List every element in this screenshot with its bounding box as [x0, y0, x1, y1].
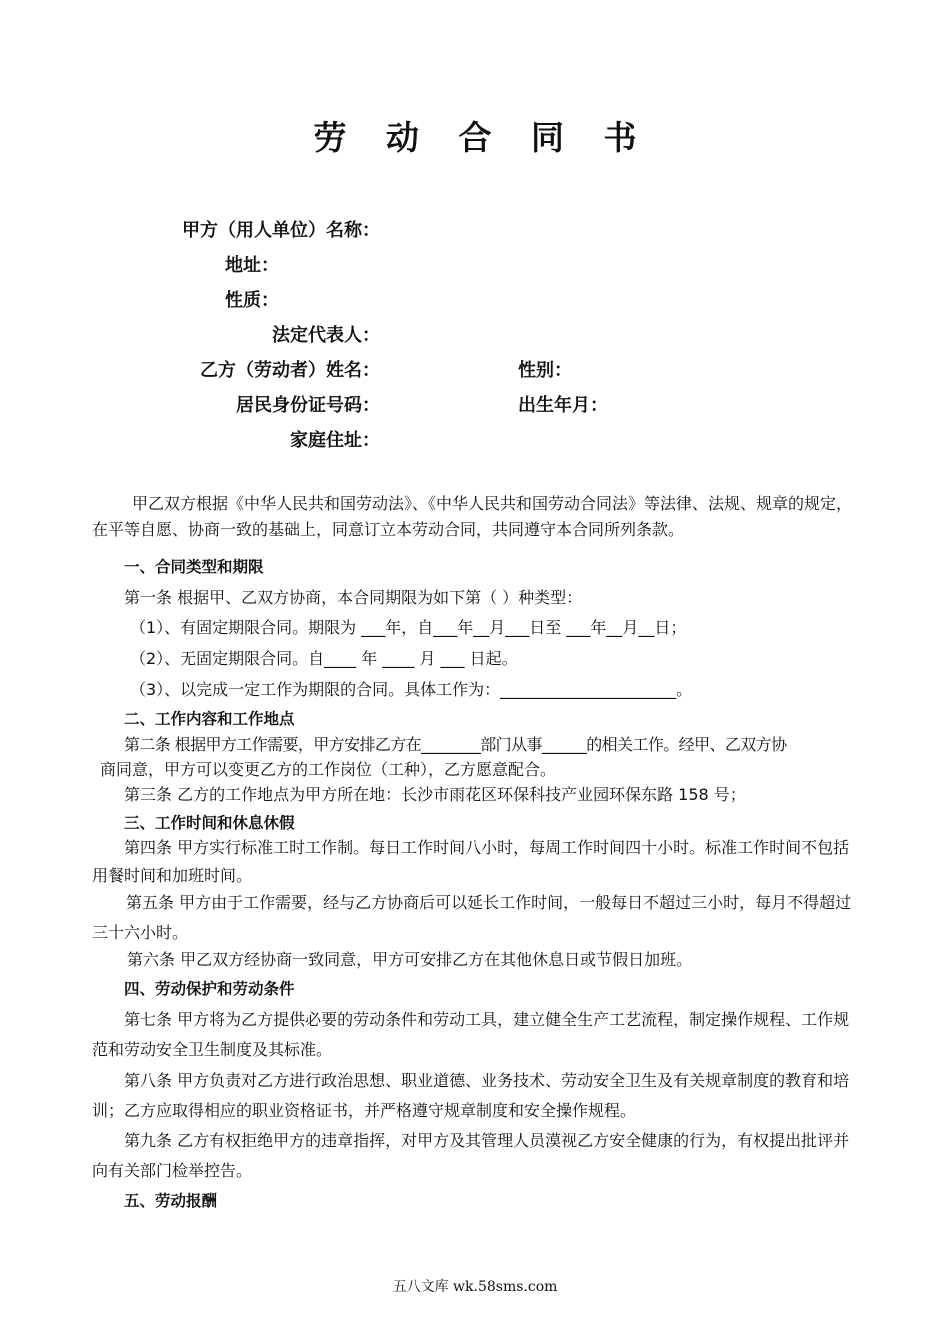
party-b-birth-label: 出生年月： — [518, 395, 608, 416]
section-1-heading: 一、合同类型和期限 — [124, 558, 264, 576]
article-2-line-1: 第二条 根据甲方工作需要，甲方安排乙方在________部门从事______的相关工作。经甲、乙双方协 — [124, 735, 787, 754]
article-2-line-2: 商同意，甲方可以变更乙方的工作岗位（工种），乙方愿意配合。 — [100, 760, 557, 779]
section-4-heading: 四、劳动保护和劳动条件 — [124, 980, 295, 998]
party-b-name-label: 乙方（劳动者）姓名： — [200, 360, 380, 381]
party-a-rep-label: 法定代表人： — [272, 325, 380, 346]
party-a-address-label: 地址： — [225, 255, 279, 276]
article-1: 第一条 根据甲、乙双方协商，本合同期限为如下第（ ）种类型： — [124, 588, 583, 607]
party-b-id-label: 居民身份证号码： — [236, 395, 380, 416]
article-3: 第三条 乙方的工作地点为甲方所在地：长沙市雨花区环保科技产业园环保东路 158 号； — [124, 785, 746, 804]
article-9: 第九条 乙方有权拒绝甲方的违章指挥，对甲方及其管理人员漠视乙方安全健康的行为，有权提出批评并向有关部门检举控告。 — [92, 1131, 850, 1180]
section-5-heading: 五、劳动报酬 — [124, 1192, 218, 1210]
article-7: 第七条 甲方将为乙方提供必要的劳动条件和劳动工具，建立健全生产工艺流程，制定操作规程、工作规范和劳动安全卫生制度及其标准。 — [92, 1010, 850, 1059]
section-3-heading: 三、工作时间和休息休假 — [124, 814, 295, 832]
party-a-nature-label: 性质： — [225, 290, 279, 311]
footer-watermark: 五八文库 wk.58sms.com — [392, 1279, 558, 1295]
article-4: 第四条 甲方实行标准工时工作制。每日工作时间八小时，每周工作时间四十小时。标准工作时间不包括用餐时间和加班时间。 — [92, 838, 850, 885]
section-2-heading: 二、工作内容和工作地点 — [124, 710, 295, 728]
document-title: 劳 动 合 同 书 — [313, 118, 651, 157]
article-1-option-1: （1）、有固定期限合同。期限为 ___年，自___年__月___日至 ___年__月__日； — [130, 618, 687, 637]
party-b-home-label: 家庭住址： — [290, 430, 380, 451]
party-b-gender-label: 性别： — [518, 360, 572, 381]
article-8: 第八条 甲方负责对乙方进行政治思想、职业道德、业务技术、劳动安全卫生及有关规章制度的教育和培训；乙方应取得相应的职业资格证书，并严格遵守规章制度和安全操作规程。 — [92, 1071, 850, 1120]
article-5: 第五条 甲方由于工作需要，经与乙方协商后可以延长工作时间，一般每日不超过三小时，每月不得超过三十六小时。 — [92, 893, 852, 942]
intro-paragraph: 甲乙双方根据《中华人民共和国劳动法》、《中华人民共和国劳动合同法》等法律、法规、规章的规定，在平等自愿、协商一致的基础上，同意订立本劳动合同，共同遵守本合同所列条款。 — [92, 494, 853, 539]
article-6: 第六条 甲乙双方经协商一致同意，甲方可安排乙方在其他休息日或节假日加班。 — [127, 950, 693, 969]
party-a-name-label: 甲方（用人单位）名称： — [182, 220, 380, 241]
article-1-option-2: （2）、无固定期限合同。自____ 年 ____ 月 ___ 日起。 — [130, 649, 518, 668]
article-1-option-3: （3）、以完成一定工作为期限的合同。具体工作为：______________________。 — [130, 680, 693, 699]
